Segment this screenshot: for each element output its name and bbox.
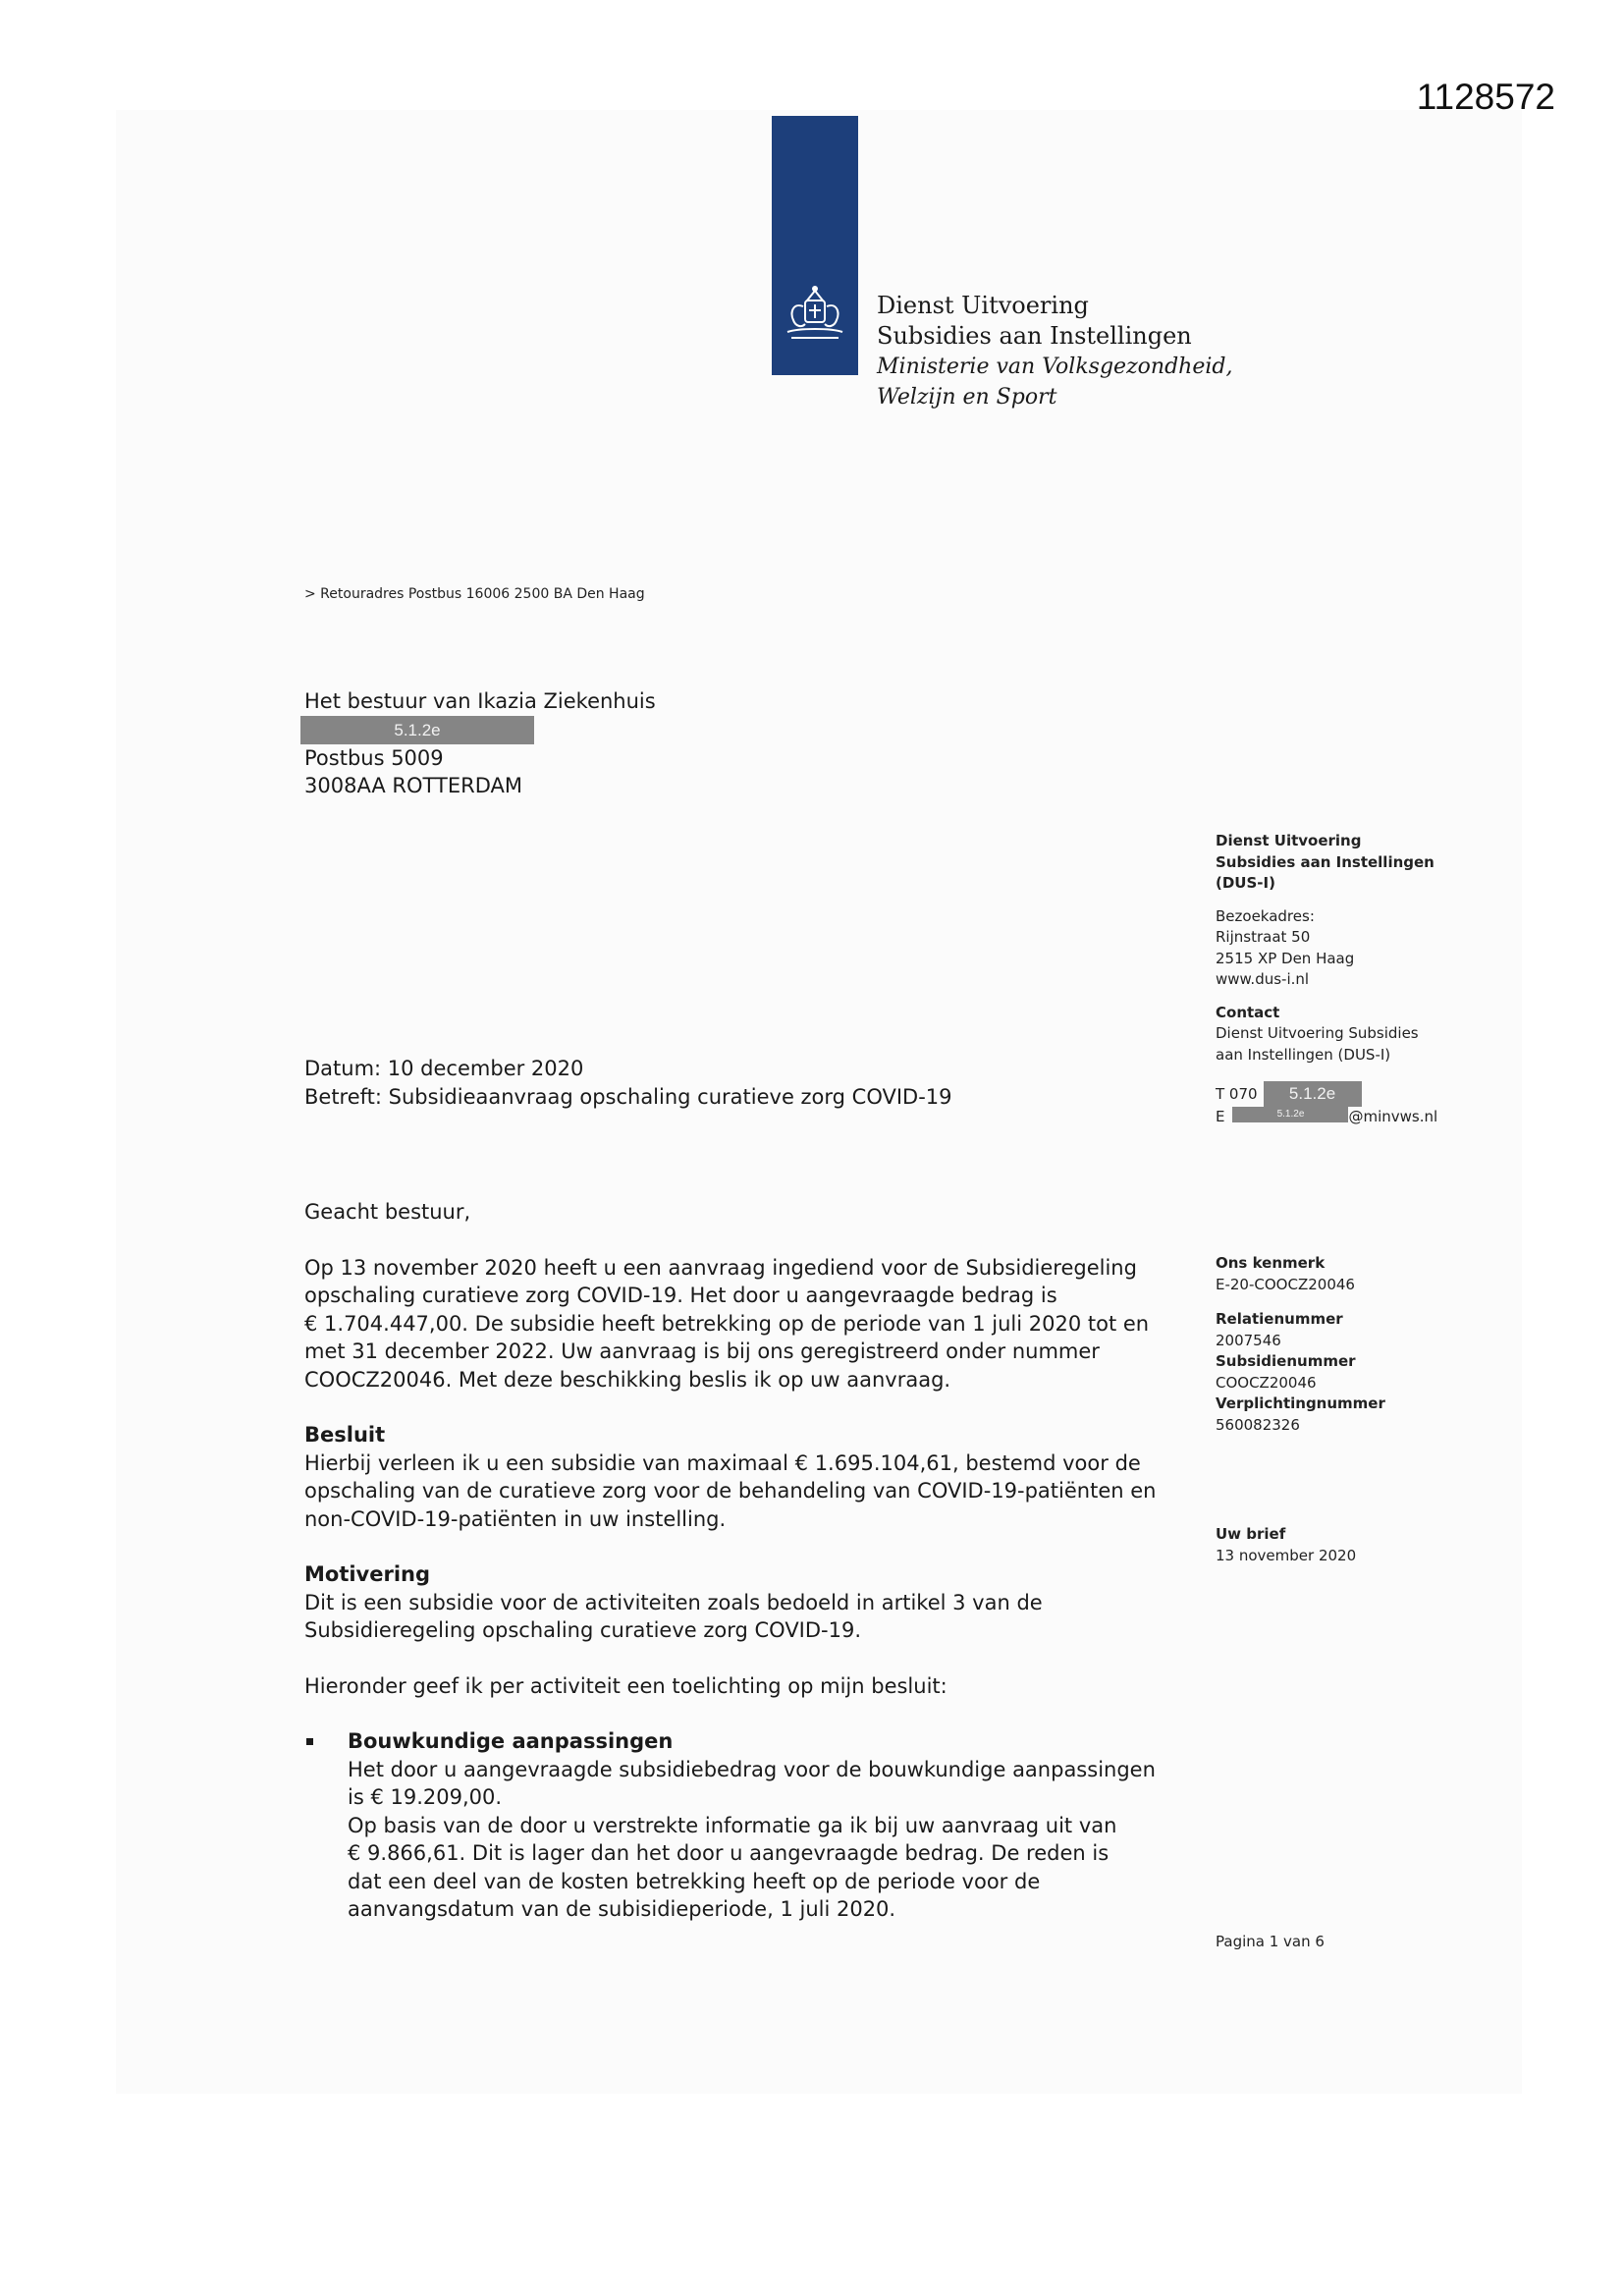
redaction-box: 5.1.2e [300,716,534,744]
document-number: 1128572 [1416,77,1555,117]
subject-line: Betreft: Subsidieaanvraag opschaling curatieve zorg COVID-19 [304,1085,952,1109]
page-number: Pagina 1 van 6 [1216,1933,1325,1950]
besluit-line: opschaling van de curatieve zorg voor de behandeling van COVID-19-patiënten en [304,1479,1157,1503]
bullet-line: dat een deel van de kosten betrekking heeft op de periode voor de [348,1869,1041,1893]
besluit-heading: Besluit [304,1423,386,1447]
uw-brief-value: 13 november 2020 [1216,1546,1357,1564]
motivering-line: Dit is een subsidie voor de activiteiten zoals bedoeld in artikel 3 van de [304,1590,1043,1614]
redaction-box: 5.1.2e [1232,1107,1348,1122]
contact-label: Contact [1216,1003,1280,1021]
hieronder-line: Hieronder geef ik per activiteit een toelichting op mijn besluit: [304,1673,947,1698]
subsidienummer-label: Subsidienummer [1216,1352,1356,1370]
intro-line: opschaling curatieve zorg COVID-19. Het door u aangevraagde bedrag is [304,1284,1057,1307]
visit-street: Rijnstraat 50 [1216,928,1311,946]
bullet-heading: Bouwkundige aanpassingen [348,1729,674,1753]
ons-kenmerk-label: Ons kenmerk [1216,1254,1326,1272]
logo-wordmark [877,291,1232,412]
letter-body [304,1198,1188,1924]
motivering-line: Subsidieregeling opschaling curatieve zorg COVID-19. [304,1618,862,1642]
intro-line: Op 13 november 2020 heeft u een aanvraag ingediend voor de Subsidieregeling [304,1255,1137,1280]
tel-prefix: T 070 [1216,1085,1258,1103]
subsidienummer-value: COOCZ20046 [1216,1373,1317,1392]
intro-line: met 31 december 2022. Uw aanvraag is bij ons geregistreerd onder nummer [304,1339,1100,1363]
bullet-icon [306,1738,313,1745]
logo-bar [772,116,858,375]
bullet-line: Op basis van de door u verstrekte informatie ga ik bij uw aanvraag uit van [348,1813,1117,1837]
royal-coat-of-arms-icon [780,283,850,346]
contact-line-1: Dienst Uitvoering Subsidies [1216,1024,1419,1042]
contact-line-2: aan Instellingen (DUS-I) [1216,1045,1391,1064]
return-address: > Retouradres Postbus 16006 2500 BA Den Haag [304,586,645,602]
addressee-line-3: Postbus 5009 [304,745,444,770]
addressee-block [304,687,656,800]
relatienummer-value: 2007546 [1216,1331,1281,1349]
verplichtingnummer-label: Verplichtingnummer [1216,1394,1385,1412]
bullet-line: Het door u aangevraagde subsidiebedrag voor de bouwkundige aanpassingen [348,1757,1156,1781]
addressee-line-1: Het bestuur van Ikazia Ziekenhuis [304,689,656,713]
logo-line-1: Dienst Uitvoering [877,292,1089,319]
bullet-line: € 9.866,61. Dit is lager dan het door u aangevraagde bedrag. De reden is [348,1841,1110,1865]
verplichtingnummer-value: 560082326 [1216,1415,1300,1434]
bullet-line: is € 19.209,00. [348,1785,503,1809]
reference-sidebar [1216,1253,1385,1566]
sender-sidebar [1216,831,1437,1126]
besluit-line: Hierbij verleen ik u een subsidie van maximaal € 1.695.104,61, bestemd voor de [304,1450,1141,1475]
org-line-1: Dienst Uitvoering [1216,832,1362,849]
addressee-line-4: 3008AA ROTTERDAM [304,774,522,797]
logo-line-3: Ministerie van Volksgezondheid, [877,355,1233,379]
besluit-line: non-COVID-19-patiënten in uw instelling. [304,1506,727,1531]
date-line: Datum: 10 december 2020 [304,1057,584,1080]
logo-line-4: Welzijn en Sport [877,385,1057,410]
visit-web: www.dus-i.nl [1216,970,1310,988]
redaction-box: 5.1.2e [1264,1081,1362,1107]
relatienummer-label: Relatienummer [1216,1310,1343,1328]
intro-line: COOCZ20046. Met deze beschikking beslis ik op uw aanvraag. [304,1367,951,1392]
org-line-3: (DUS-I) [1216,874,1275,892]
email-prefix: E [1216,1108,1225,1125]
visit-city: 2515 XP Den Haag [1216,949,1355,967]
uw-brief-label: Uw brief [1216,1525,1286,1543]
logo-line-2: Subsidies aan Instellingen [877,322,1192,350]
email-suffix: @minvws.nl [1348,1108,1438,1125]
motivering-heading: Motivering [304,1562,431,1586]
bullet-line: aanvangsdatum van de subisidieperiode, 1 juli 2020. [348,1897,896,1921]
bullet-item [304,1727,1188,1924]
org-line-2: Subsidies aan Instellingen [1216,852,1435,871]
visit-label: Bezoekadres: [1216,906,1315,925]
ons-kenmerk-value: E-20-COOCZ20046 [1216,1275,1355,1293]
intro-line: € 1.704.447,00. De subsidie heeft betrekking op de periode van 1 juli 2020 tot en [304,1311,1150,1336]
letter-meta [304,1055,952,1112]
salutation: Geacht bestuur, [304,1200,471,1224]
